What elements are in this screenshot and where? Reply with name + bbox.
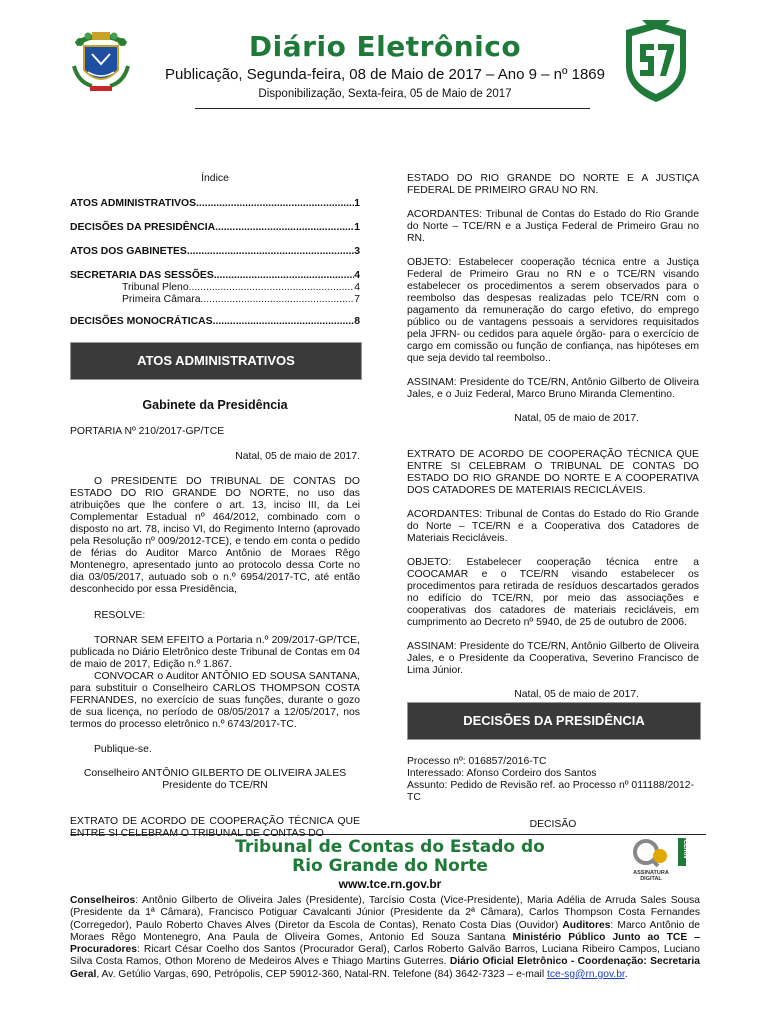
portaria-paragraph: CONVOCAR o Auditor ANTÔNIO ED SOUSA SANTANA, para substituir o Conselheiro CARLOS THOMPSON COSTA FERNANDES, no exercício de suas funções, durante o gozo de sua licença, no período de 08/05/2017 a 12/05/2017, nos termos do processo eletrônico n.º 6743/2017-TC.	[70, 671, 360, 730]
section-title-gabinete: Gabinete da Presidência	[142, 398, 288, 412]
objeto-paragraph: OBJETO: Estabelecer cooperação técnica entre a COOCAMAR e o TCE/RN visando estabelecer os procedimentos para retirada de resíduos descartados gerados no edifício do TCE/RN, por meio das associações e cooperativas dos catadores de materiais recicláveis, em cumprimento ao Decreto nº 5940, de 25 de outubro de 2006.	[407, 557, 699, 628]
decisao-heading: DECISÃO	[529, 819, 577, 830]
index-heading: Índice	[201, 173, 229, 184]
footer-court-name: Tribunal de Contas do Estado do Rio Grande do Norte	[235, 837, 545, 876]
index-list	[70, 198, 360, 330]
process-interested: Interessado: Afonso Cordeiro dos Santos	[407, 768, 597, 779]
portaria-paragraph: O PRESIDENTE DO TRIBUNAL DE CONTAS DO ESTADO DO RIO GRANDE DO NORTE, no uso das atribuições que lhe confere o art. 13, inciso III, da Lei Complementar Estadual nº 464/2012, combinado com o disposto no art. 78, inciso VI, do Regimento Interno (aprovado pela Resolução nº 009/2012-TCE), e tendo em conta o pedido de férias do Auditor Marco Antônio de Moraes Rêgo Montenegro, apresentado junto ao protocolo dessa Corte no dia 03/05/2017, autuado sob o n.º 6954/2017-TC, até então desconhecido por essa Presidência,	[70, 476, 360, 595]
index-subitem[interactable]: Primeira Câmara ..... 7	[70, 294, 360, 316]
seal-side-text: TCE/RN	[682, 836, 688, 859]
extrato-paragraph: EXTRATO DE ACORDO DE COOPERAÇÃO TÉCNICA QUE ENTRE SI CELEBRAM O TRIBUNAL DE CONTAS DO ESTADO DO RIO GRANDE DO NORTE E A COOPERATIVA DOS CATADORES DE MATERIAIS RECICLÁVEIS.	[407, 449, 699, 496]
process-subject: Assunto: Pedido de Revisão ref. ao Processo nº 011188/2012-TC	[407, 780, 695, 803]
process-info	[407, 756, 699, 831]
left-column-body	[70, 426, 360, 840]
portaria-date: Natal, 05 de maio de 2017.	[235, 451, 360, 462]
portaria-number: PORTARIA Nº 210/2017-GP/TCE	[70, 426, 225, 437]
assinam-paragraph: ASSINAM: Presidente do TCE/RN, Antônio Gilberto de Oliveira Jales, e o Presidente da Cooperativa, Severino Francisco de Lima Júnior.	[407, 641, 699, 676]
auditores-label: Auditores	[562, 919, 611, 931]
process-number: Processo nº: 016857/2016-TC	[407, 756, 547, 767]
extrato-paragraph: EXTRATO DE ACORDO DE COOPERAÇÃO TÉCNICA QUE	[70, 816, 360, 827]
digital-signature-seal	[624, 836, 688, 882]
index-subitem[interactable]: Tribunal Pleno ..... 4	[70, 282, 360, 294]
conselheiros-label: Conselheiros	[70, 895, 136, 906]
footer-rule	[70, 834, 706, 835]
extrato-date: Natal, 05 de maio de 2017.	[514, 689, 639, 700]
tce-shield-logo	[620, 20, 692, 104]
acordantes-paragraph: ACORDANTES: Tribunal de Contas do Estado do Rio Grande do Norte – TCE/RN e a Justiça Federal de Primeiro Grau no RN.	[407, 209, 699, 244]
acordantes-paragraph: ACORDANTES: Tribunal de Contas do Estado do Rio Grande do Norte – TCE/RN e a Cooperativa dos Catadores de Materiais Recicláveis.	[407, 509, 699, 544]
resolve-label: RESOLVE:	[94, 610, 146, 621]
index-item[interactable]: ATOS ADMINISTRATIVOS ..... 1	[70, 198, 360, 222]
extrato-paragraph: ESTADO DO RIO GRANDE DO NORTE E A JUSTIÇA FEDERAL DE PRIMEIRO GRAU NO RN.	[407, 173, 699, 196]
index-item[interactable]: DECISÕES MONOCRÁTICAS ..... 8	[70, 316, 360, 330]
right-column-body	[407, 173, 699, 701]
footer-website[interactable]: www.tce.rn.gov.br	[338, 877, 442, 891]
mp-label: Ministério Público Junto ao TCE – Procuradores	[70, 931, 700, 956]
index-item[interactable]: DECISÕES DA PRESIDÊNCIA ..... 1	[70, 222, 360, 246]
diario-label: Diário Oficial Eletrônico - Coordenação: Secretaria Geral	[70, 956, 700, 980]
index-item[interactable]: SECRETARIA DAS SESSÕES ..... 4	[70, 270, 360, 282]
seal-caption: ASSINATURA DIGITAL	[633, 870, 669, 882]
signature-role: Presidente do TCE/RN	[162, 780, 268, 791]
footer-credits: Conselheiros: Antônio Gilberto de Oliveira Jales (Presidente), Tarcísio Costa (Vice-Presidente), Maria Adélia de Arruda Sales Sousa (Presidente da 1ª Câmara), Francisco Potiguar Cavalcanti Júnior (Presidente da 2ª Câmara), Carlos Thompson Costa Fernandes (Corregedor), Paulo Roberto Chaves Alves (Diretor da Escola de Contas), Renato Costa Dias (Ouvidor) Auditores: Marco Antônio de Moraes Rêgo Montenegro, Ana Paula de Oliveira Gomes, Antonio Ed Souza Santana Ministério Público Junto ao TCE – Procuradores: Ricart César Coelho dos Santos (Procurador Geral), Carlos Roberto Galvão Barros, Luciana Ribeiro Campos, Luciano Silva Costa Ramos, Othon Moreno de Medeiros Alves e Thiago Martins Guterres. Diário Oficial Eletrônico - Coordenação: Secretaria Geral, Av. Getúlio Vargas, 690, Petrópolis, CEP 59012-360, Natal-RN. Telefone (84) 3642-7323 – e-mail tce-sg@rn.gov.br.	[70, 895, 700, 980]
email-link[interactable]: tce-sg@rn.gov.br	[547, 968, 625, 980]
objeto-paragraph: OBJETO: Estabelecer cooperação técnica entre a Justiça Federal de Primeiro Grau no RN e o TCE/RN visando estabelecer os procedimentos a serem observados para o reembolso das despesas realizadas pelo TCE/RN com o pagamento da remuneração do cargo efetivo, do emprego público ou de vantagens pessoais a servidores requisitados pela JFRN- ou cedidos para aquele órgão- para o exercício de cargo em comissão ou função de confiança, nas hipóteses em que seja devido tal reembolso..	[407, 257, 699, 364]
header-rule	[195, 108, 590, 109]
portaria-paragraph: TORNAR SEM EFEITO a Portaria n.º 209/2017-GP/TCE, publicada no Diário Eletrônico deste Tribunal de Contas em 04 de maio de 2017, Edição n.º 1.867.	[70, 635, 360, 670]
availability-line: Disponibilização, Sexta-feira, 05 de Maio de 2017	[258, 88, 512, 100]
signature-name: Conselheiro ANTÔNIO GILBERTO DE OLIVEIRA JALES	[83, 768, 347, 779]
publique-line: Publique-se.	[94, 744, 152, 755]
assinam-paragraph: ASSINAM: Presidente do TCE/RN, Antônio Gilberto de Oliveira Jales, e o Juiz Federal, Marco Bruno Miranda Clementino.	[407, 377, 699, 400]
extrato-date: Natal, 05 de maio de 2017.	[514, 413, 639, 424]
publication-line: Publicação, Segunda-feira, 08 de Maio de 2017 – Ano 9 – nº 1869	[165, 66, 605, 83]
index-item[interactable]: ATOS DOS GABINETES ..... 3	[70, 246, 360, 270]
section-banner-atos: ATOS ADMINISTRATIVOS	[70, 342, 362, 380]
section-banner-decisoes: DECISÕES DA PRESIDÊNCIA	[407, 702, 701, 740]
journal-title: Diário Eletrônico	[248, 30, 522, 63]
